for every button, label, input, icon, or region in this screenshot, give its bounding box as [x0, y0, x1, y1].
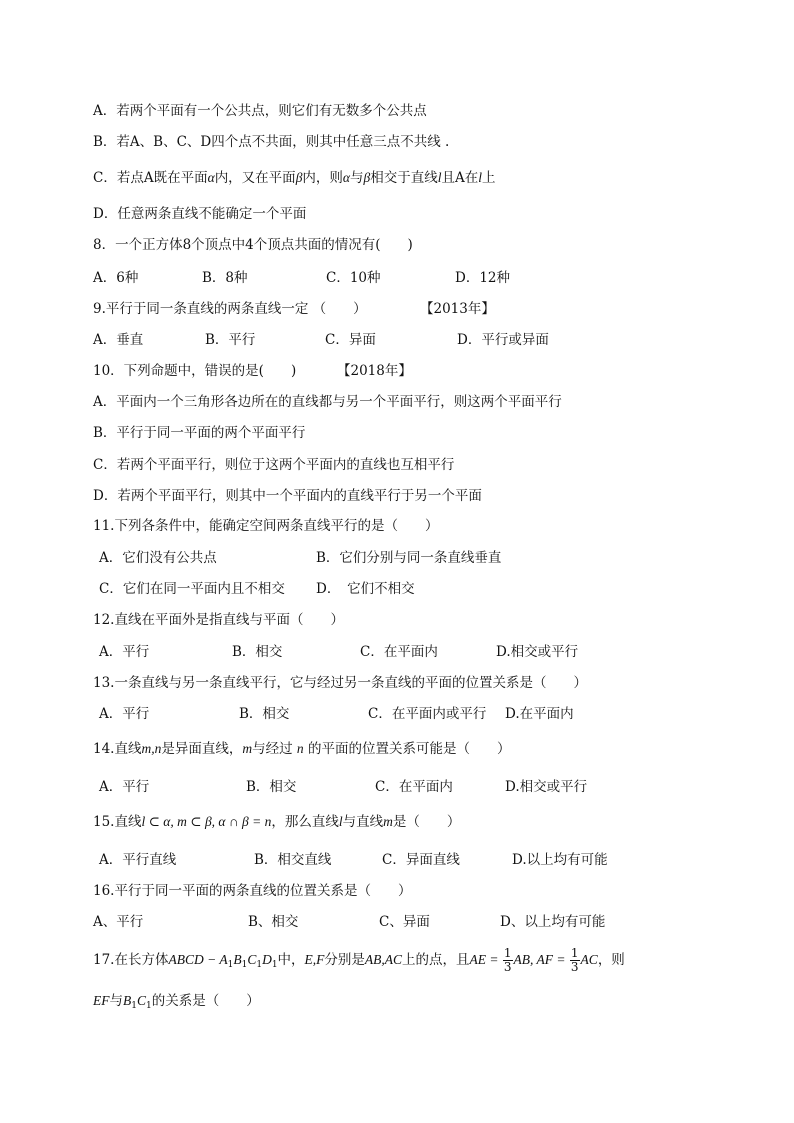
q9-year-tag: 【2013年】: [420, 301, 495, 317]
q15-option-c: C．异面直线: [382, 852, 460, 868]
q14-option-d: D.相交或平行: [505, 779, 588, 795]
q12-option-a: A．平行: [99, 644, 150, 660]
q11-option-c: C．它们在同一平面内且不相交: [99, 581, 285, 597]
q7-option-c: C．若点A既在平面α内，又在平面β内，则α与β相交于直线l且A在l上: [93, 170, 496, 186]
q14-option-a: A．平行: [99, 779, 150, 795]
q8-option-b: B．8种: [202, 270, 248, 286]
q11-stem: 11.下列各条件中，能确定空间两条直线平行的是（ ）: [93, 518, 439, 534]
q13-option-c: C．在平面内或平行: [368, 706, 487, 722]
q15-option-b: B．相交直线: [254, 852, 332, 868]
q13-option-a: A．平行: [99, 706, 150, 722]
q12-option-b: B．相交: [232, 644, 283, 660]
q16-option-b: B、相交: [248, 914, 299, 930]
q16-option-d: D、以上均有可能: [500, 914, 606, 930]
q12-option-d: D.相交或平行: [496, 644, 579, 660]
q16-option-c: C、异面: [379, 914, 430, 930]
q10-stem: 10．下列命题中，错误的是( ): [93, 363, 297, 379]
q11-option-d: D． 它们不相交: [316, 581, 415, 597]
q8-option-c: C．10种: [326, 270, 381, 286]
q16-stem: 16.平行于同一平面的两条直线的位置关系是（ ）: [93, 883, 412, 899]
q11-option-a: A．它们没有公共点: [99, 550, 217, 566]
q9-stem-line: [93, 300, 693, 318]
q15-stem: 15.直线l ⊂ α, m ⊂ β, α ∩ β = n，那么直线l与直线m是（ ）: [93, 814, 461, 830]
q11-option-b: B．它们分别与同一条直线垂直: [316, 550, 502, 566]
q16-option-a: A、平行: [93, 914, 144, 930]
q10-year-tag: 【2018年】: [337, 363, 412, 379]
q14-option-b: B．相交: [246, 779, 297, 795]
q7-option-b: B．若A、B、C、D四个点不共面，则其中任意三点不共线 .: [93, 134, 450, 150]
q8-option-d: D．12种: [455, 270, 511, 286]
q10-stem-line: [93, 362, 693, 380]
q10-option-b: B．平行于同一平面的两个平面平行: [93, 425, 306, 441]
q12-option-c: C．在平面内: [360, 644, 438, 660]
q13-option-b: B．相交: [239, 706, 290, 722]
fraction-one-third: $\frac{1}{3}$: [503, 946, 512, 974]
q15-option-a: A．平行直线: [99, 852, 177, 868]
q7-option-a: A．若两个平面有一个公共点，则它们有无数多个公共点: [93, 103, 427, 119]
q8-option-a: A．6种: [93, 270, 139, 286]
q7-option-d: D．任意两条直线不能确定一个平面: [93, 206, 307, 222]
q14-option-c: C．在平面内: [375, 779, 453, 795]
q17-stem-line1: 17.在长方体ABCD − $A_1B_1C_1D_1$中，E,F分别是AB,AC上的点，且AE = $\frac{1}{3}$ AB, AF = $\frac{1}{3}$ AC，则: [93, 946, 625, 974]
fraction-one-third: $\frac{1}{3}$: [570, 946, 579, 974]
q9-option-d: D．平行或异面: [457, 332, 549, 348]
q9-option-c: C．异面: [325, 332, 376, 348]
q9-option-a: A．垂直: [93, 332, 144, 348]
q8-stem: 8．一个正方体8个顶点中4个顶点共面的情况有( ): [93, 237, 413, 253]
q15-option-d: D.以上均有可能: [512, 852, 608, 868]
q12-stem: 12.直线在平面外是指直线与平面（ ）: [93, 612, 344, 628]
q9-stem: 9.平行于同一条直线的两条直线一定 （ ）: [93, 301, 367, 317]
q13-stem: 13.一条直线与另一条直线平行，它与经过另一条直线的平面的位置关系是（ ）: [93, 675, 587, 691]
q10-option-a: A．平面内一个三角形各边所在的直线都与另一个平面平行，则这两个平面平行: [93, 394, 562, 410]
q17-stem-line2: EF与$B_1C_1$的关系是（ ）: [93, 993, 260, 1011]
q10-option-c: C．若两个平面平行，则位于这两个平面内的直线也互相平行: [93, 457, 455, 473]
q9-option-b: B．平行: [205, 332, 256, 348]
q10-option-d: D．若两个平面平行，则其中一个平面内的直线平行于另一个平面: [93, 488, 482, 504]
q13-option-d: D.在平面内: [505, 706, 574, 722]
q14-stem: 14.直线m,n是异面直线，m与经过 n 的平面的位置关系可能是（ ）: [93, 741, 511, 757]
